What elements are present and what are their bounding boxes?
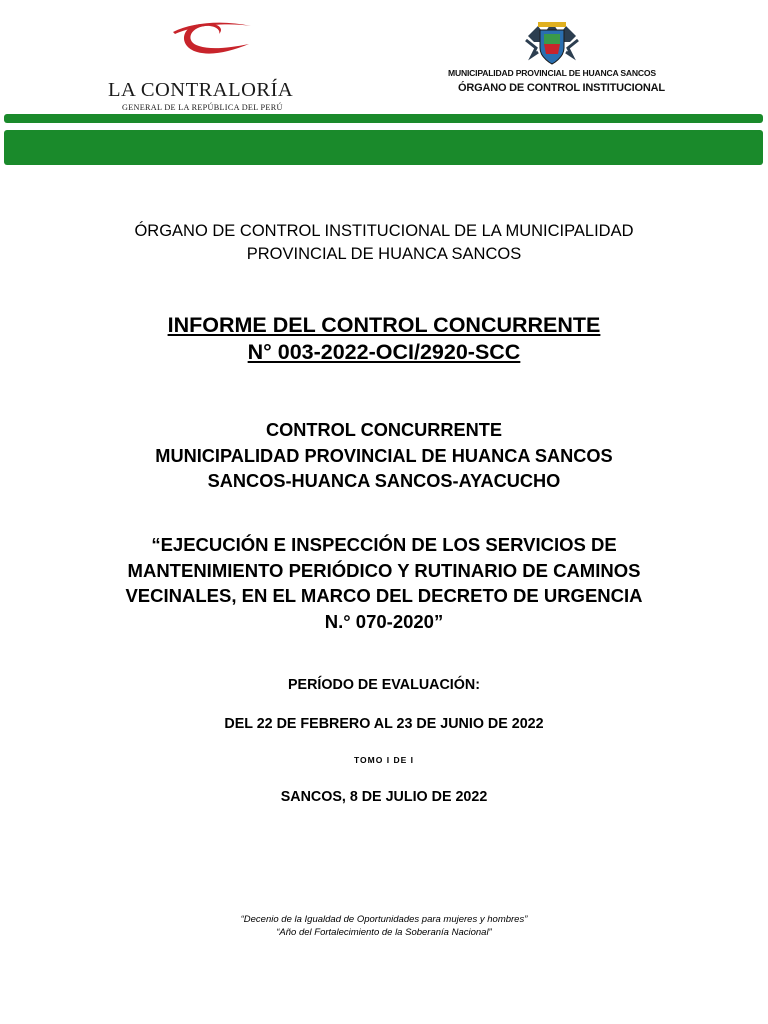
municipal-crest-icon xyxy=(524,18,580,68)
volume-label: TOMO I DE I xyxy=(354,755,414,765)
header-divider-thin xyxy=(4,114,763,123)
motto-line-1: “Decenio de la Igualdad de Oportunidades para mujeres y hombres” xyxy=(240,914,528,925)
organization-line-2: PROVINCIAL DE HUANCA SANCOS xyxy=(246,245,522,263)
organization-heading xyxy=(0,220,768,266)
contraloria-logo xyxy=(108,18,318,112)
contraloria-swirl-icon xyxy=(163,18,253,68)
entity-name: MUNICIPALIDAD PROVINCIAL DE HUANCA SANCOS xyxy=(155,445,613,466)
project-title-line-1: “EJECUCIÓN E INSPECCIÓN DE LOS SERVICIOS DE xyxy=(151,534,617,555)
report-number: N° 003-2022-OCI/2920-SCC xyxy=(247,340,521,364)
period-label: PERÍODO DE EVALUACIÓN: xyxy=(288,677,480,693)
control-type: CONTROL CONCURRENTE xyxy=(265,420,503,440)
footer-motto xyxy=(0,913,768,939)
place-date: SANCOS, 8 DE JULIO DE 2022 xyxy=(280,789,488,805)
contraloria-name: LA CONTRALORÍA xyxy=(108,79,294,101)
entity-location: SANCOS-HUANCA SANCOS-AYACUCHO xyxy=(207,471,561,491)
project-title-line-3: VECINALES, EN EL MARCO DEL DECRETO DE URGENCIA xyxy=(125,585,643,606)
project-title-line-2: MANTENIMIENTO PERIÓDICO Y RUTINARIO DE CAMINOS xyxy=(127,559,641,581)
project-title-line-4: N.° 070-2020” xyxy=(324,610,444,632)
motto-line-2: “Año del Fortalecimiento de la Soberanía Nacional” xyxy=(276,927,492,938)
control-info xyxy=(0,418,768,495)
municipality-logo xyxy=(448,18,663,100)
oci-unit-name: ÓRGANO DE CONTROL INSTITUCIONAL xyxy=(458,82,665,94)
municipality-name: MUNICIPALIDAD PROVINCIAL DE HUANCA SANCOS xyxy=(448,68,656,78)
report-title-line-1: INFORME DEL CONTROL CONCURRENTE xyxy=(167,313,601,337)
report-title xyxy=(0,312,768,366)
header-divider-thick xyxy=(4,130,763,165)
contraloria-subtitle: GENERAL DE LA REPÚBLICA DEL PERÚ xyxy=(122,103,283,112)
project-title xyxy=(0,532,768,634)
organization-line-1: ÓRGANO DE CONTROL INSTITUCIONAL DE LA MUNICIPALIDAD xyxy=(134,222,634,240)
evaluation-period: DEL 22 DE FEBRERO AL 23 DE JUNIO DE 2022 xyxy=(224,716,544,732)
